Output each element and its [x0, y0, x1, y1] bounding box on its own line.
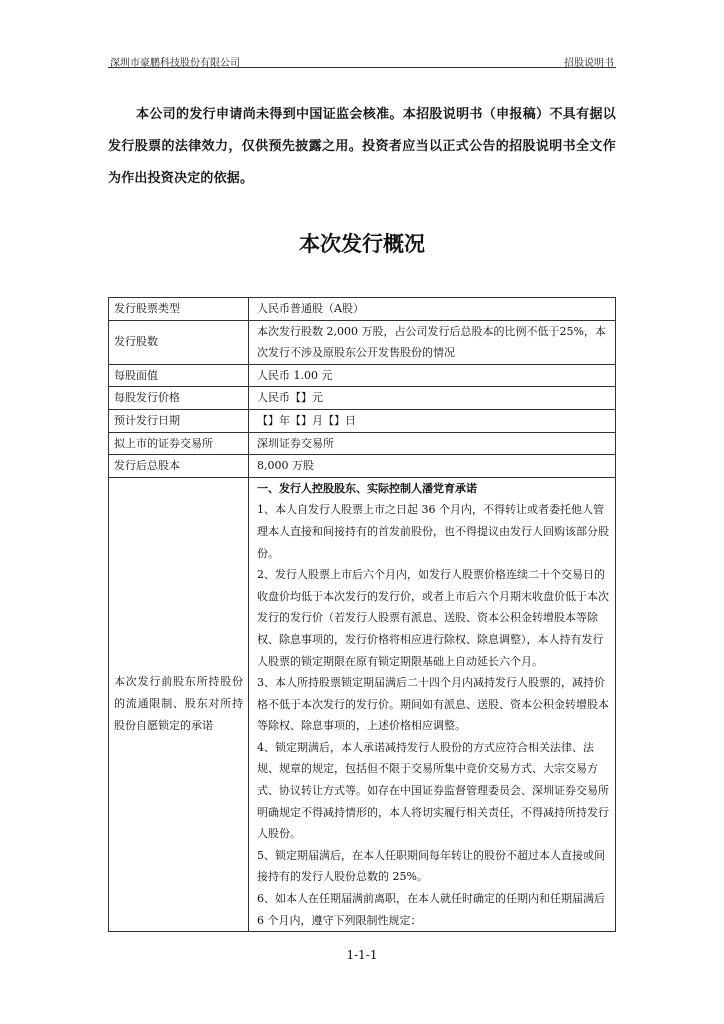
commitment-heading: 一、发行人控股股东、实际控制人潘党育承诺	[257, 481, 477, 495]
table-row	[109, 364, 616, 387]
table-row	[109, 432, 616, 455]
disclaimer-notice: 本公司的发行申请尚未得到中国证监会核准。本招股说明书（申报稿）不具有据以发行股票的法律效力，仅供预先披露之用。投资者应当以正式公告的招股说明书全文作为作出投资决定的依据。	[108, 107, 616, 186]
row-key: 发行后总股本	[109, 455, 249, 478]
row-value: 【】年【】月【】日	[249, 409, 616, 432]
page-number: 1-1-1	[346, 948, 378, 962]
table-row	[109, 320, 616, 364]
commitment-item: 2、发行人股票上市后六个月内，如发行人股票价格连续二十个交易日的收盘价均低于本次发行的发行价，或者上市后六个月期末收盘价低于本次发行的发行价（若发行人股票有派息、送股、资本公积金转增股本等除权、除息事项的，发行价格将相应进行除权、除息调整），本人持有发行人股票的锁定期限在原有锁定期限基础上自动延长六个月。	[257, 568, 609, 668]
commitment-item: 3、本人所持股票锁定期届满后二十四个月内减持发行人股票的，减持价格不低于本次发行的发行价。期间如有派息、送股、资本公积金转增股本等除权、除息事项的，上述价格相应调整。	[257, 676, 609, 733]
row-key: 每股发行价格	[109, 387, 249, 410]
commitment-item: 6、如本人在任期届满前离职，在本人就任时确定的任期内和任期届满后 6 个月内，遵守下列限制性规定：	[257, 892, 605, 927]
commitment-key: 本次发行前股东所持股份的流通限制、股东对所持股份自愿锁定的承诺	[109, 477, 249, 931]
row-value: 深圳证券交易所	[249, 432, 616, 455]
header-company-name: 深圳市豪鹏科技股份有限公司	[110, 58, 240, 69]
commitment-item: 1、本人自发行人股票上市之日起 36 个月内，不得转让或者委托他人管理本人直接和间接持有的首发前股份，也不得提议由发行人回购该部分股份。	[257, 503, 609, 560]
table-row	[109, 387, 616, 410]
row-key: 每股面值	[109, 364, 249, 387]
offering-overview-table	[108, 297, 616, 932]
row-key: 预计发行日期	[109, 409, 249, 432]
row-key: 发行股数	[109, 320, 249, 364]
table-row-commitment	[109, 477, 616, 931]
row-value: 8,000 万股	[249, 455, 616, 478]
row-value: 人民币 1.00 元	[249, 364, 616, 387]
header-document-type: 招股说明书	[564, 58, 614, 69]
commitment-value	[249, 477, 616, 931]
commitment-item: 4、锁定期满后，本人承诺减持发行人股份的方式应符合相关法律、法规、规章的规定，包括但不限于交易所集中竞价交易方式、大宗交易方式、协议转让方式等。如存在中国证券监督管理委员会、深圳证券交易所明确规定不得减持情形的，本人将切实履行相关责任，不得减持所持发行人股份。	[257, 740, 609, 841]
row-key: 拟上市的证券交易所	[109, 432, 249, 455]
row-value: 本次发行股数 2,000 万股，占公司发行后总股本的比例不低于25%，本次发行不涉及原股东公开发售股份的情况	[249, 320, 616, 364]
row-value: 人民币普通股（A股）	[249, 298, 616, 321]
table-row	[109, 455, 616, 478]
header-divider	[108, 67, 616, 68]
row-key: 发行股票类型	[109, 298, 249, 321]
table-row	[109, 298, 616, 321]
page-title: 本次发行概况	[299, 232, 425, 256]
page-header	[108, 52, 616, 68]
row-value: 人民币【】元	[249, 387, 616, 410]
commitment-item: 5、锁定期届满后，在本人任职期间每年转让的股份不超过本人直接或间接持有的发行人股份总数的 25%。	[257, 848, 605, 884]
table-row	[109, 409, 616, 432]
